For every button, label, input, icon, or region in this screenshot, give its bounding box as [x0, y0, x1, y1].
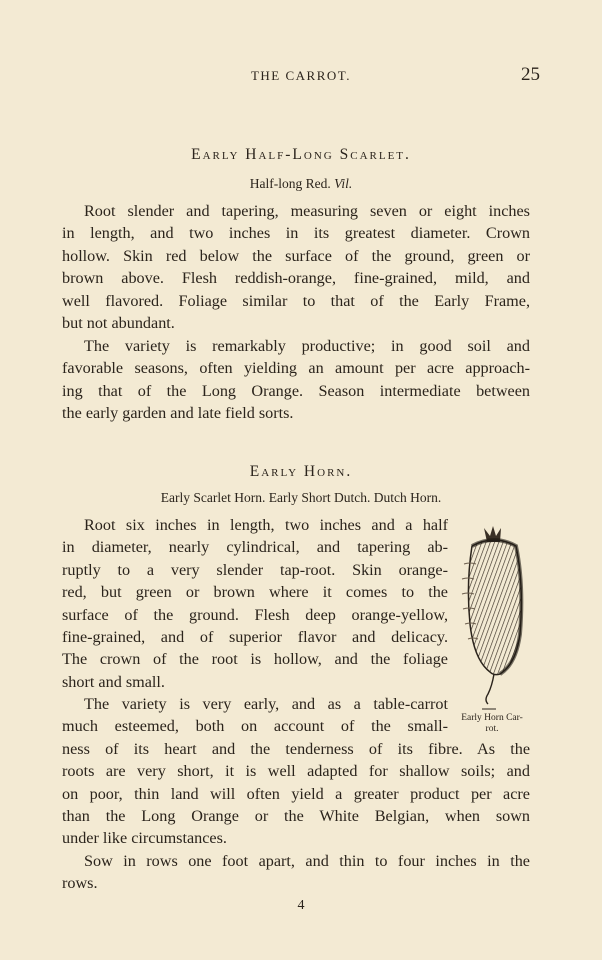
- text-line: much esteemed, both on account of the small-: [62, 717, 448, 736]
- text-line: rows.: [62, 874, 98, 893]
- text-line: ness of its heart and the tenderness of its fibre. As the: [62, 739, 530, 758]
- text-line: ing that of the Long Orange. Season intermediate between: [62, 381, 530, 400]
- text-line: The crown of the root is hollow, and the foliage: [62, 650, 448, 669]
- text-line: under like circumstances.: [62, 829, 227, 848]
- carrot-illustration-icon: [454, 524, 536, 714]
- caption-line: rot.: [485, 724, 499, 734]
- text-line: The variety is very early, and as a table-carrot: [84, 695, 448, 713]
- signature-mark: 4: [297, 898, 305, 913]
- figure-caption: [446, 713, 538, 735]
- text-line: Sow in rows one foot apart, and thin to four inches in the: [84, 852, 530, 870]
- page-number: 25: [521, 64, 540, 85]
- synonym-line-half-long: [0, 176, 602, 192]
- synonym-source: Vil.: [334, 176, 353, 191]
- synonym-line-early-horn: Early Scarlet Horn. Early Short Dutch. Dutch Horn.: [160, 490, 442, 505]
- synonym-text: Half-long Red.: [249, 176, 331, 191]
- text-line: roots are very short, it is well adapted for shallow soils; and: [62, 762, 530, 781]
- running-title: THE CARROT.: [250, 68, 352, 83]
- text-line: in diameter, nearly cylindrical, and tapering ab-: [62, 538, 448, 557]
- text-line: than the Long Orange or the White Belgian, when sown: [62, 807, 530, 826]
- text-line: brown above. Flesh reddish-orange, fine-grained, mild, and: [62, 269, 530, 288]
- paragraph-half-long-description: [62, 200, 530, 334]
- running-head: [0, 66, 602, 86]
- text-line: short and small.: [62, 672, 165, 691]
- text-line: well flavored. Foliage similar to that of the Early Frame,: [62, 291, 530, 310]
- section-heading-half-long: Early Half-Long Scarlet.: [191, 146, 411, 163]
- paragraph-sowing: [62, 850, 530, 895]
- text-line: on poor, thin land will often yield a greater product per acre: [62, 784, 530, 803]
- text-line: Root slender and tapering, measuring seven or eight inches: [84, 202, 530, 220]
- paragraph-half-long-productivity: [62, 335, 530, 425]
- text-line: surface of the ground. Flesh deep orange-yellow,: [62, 605, 448, 624]
- text-line: Root six inches in length, two inches and a half: [84, 516, 448, 534]
- text-line: but not abundant.: [62, 314, 175, 333]
- paragraph-early-horn-description: [62, 514, 448, 693]
- text-line: The variety is remarkably productive; in good soil and: [84, 337, 530, 355]
- caption-line: Early Horn Car-: [461, 713, 523, 723]
- text-line: in length, and two inches in its greatest diameter. Crown: [62, 224, 530, 243]
- section-heading-early-horn: Early Horn.: [249, 463, 353, 480]
- text-line: red, but green or brown where it comes to the: [62, 583, 448, 602]
- text-line: hollow. Skin red below the surface of the ground, green or: [62, 246, 530, 265]
- text-line: favorable seasons, often yielding an amount per acre approach-: [62, 359, 530, 378]
- text-line: fine-grained, and of superior flavor and delicacy.: [62, 628, 448, 647]
- text-line: the early garden and late field sorts.: [62, 404, 294, 423]
- text-line: ruptly to a very slender tap-root. Skin orange-: [62, 560, 448, 579]
